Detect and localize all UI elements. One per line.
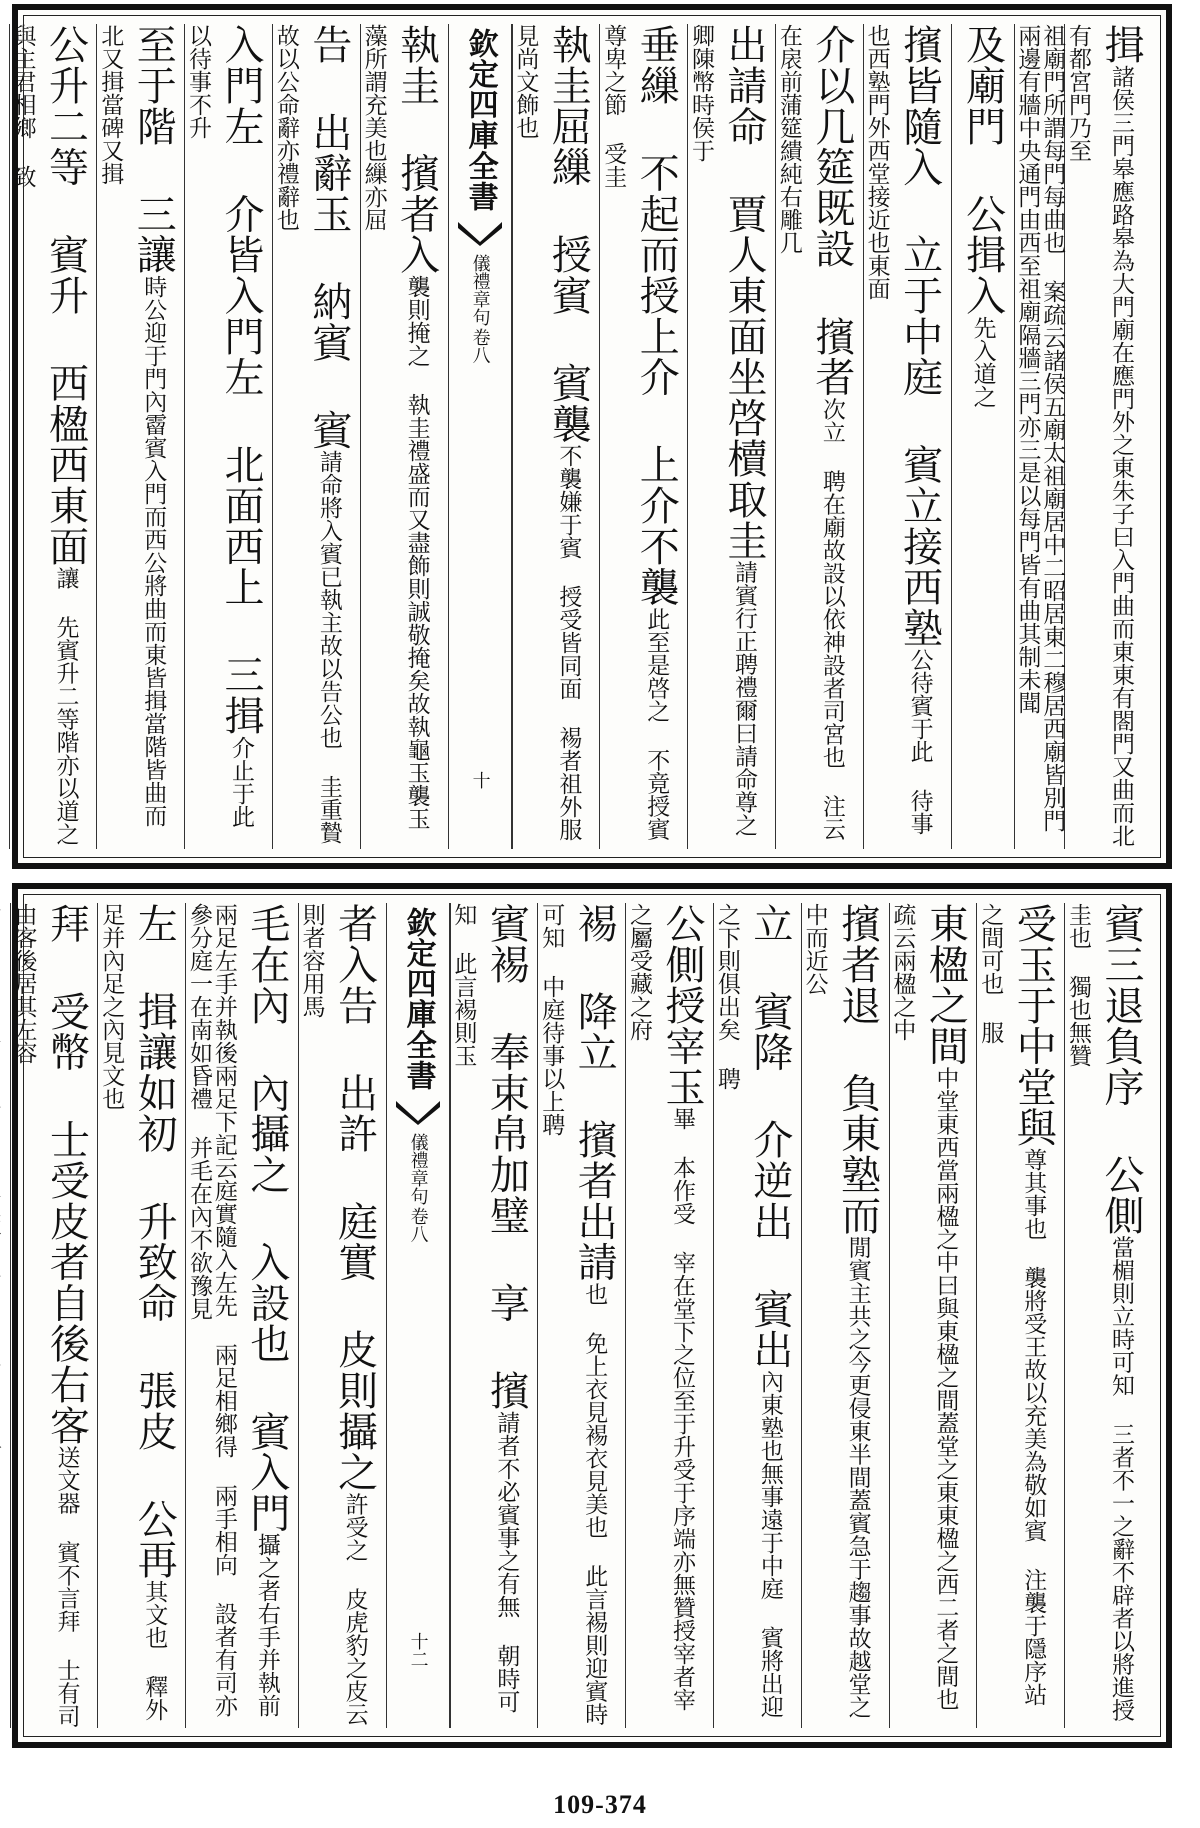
top-page-text-column: [96, 24, 184, 849]
top-page-text-column: [1064, 24, 1152, 849]
top-page-text-column: [599, 24, 687, 849]
top-page-annotation-text: 襲則掩之 執圭禮盛而又盡飾則誠敬掩矣故執龜玉襲玉藻所謂充美也繅亦屈: [360, 24, 430, 830]
top-page-main-text: 公升二等 賓升 西楹西東面: [42, 24, 89, 567]
top-page-text-column: [951, 24, 1014, 849]
top-page-text-column: [9, 24, 97, 849]
bottom-page-annotation-text: 請者不必賓事之有無 朝時可知 此言裼則玉: [450, 903, 520, 1713]
bottom-page-folio-number: 十二: [407, 1632, 429, 1668]
top-page-chapter-name: 儀禮章句: [469, 253, 491, 326]
top-page-annotation-text: 此至是啓之 不竟授賓尊卑之節 受圭: [600, 24, 670, 841]
top-page-text-column: [1014, 24, 1065, 849]
bottom-page-main-text: 受玉于中堂與: [1010, 903, 1057, 1148]
bottom-page-annotation-text: 攝之者右手并執前兩足左手并執後兩足下記云庭實隨入左先 兩足相鄉得 兩手相向 設者有司亦參分庭一在南如昏禮 并毛在內不欲豫見: [186, 903, 280, 1717]
top-page-annotation-text: 諸侯三門皋應路皋為大門廟在應門外之東朱子曰入門曲而東東有閤門又曲而北有都宮門乃至: [1065, 24, 1134, 847]
bottom-page-text-column: [713, 903, 801, 1728]
top-page-text-column: [863, 24, 951, 849]
top-page-main-text: 及廟門 公揖入: [959, 24, 1006, 316]
top-page-annotation-text: 公待賓于此 待事也西塾門外西堂接近也東面: [863, 24, 933, 835]
top-page-frame: [9, 4, 1172, 869]
bottom-page-main-text: 擯者退 負東塾而: [834, 903, 881, 1236]
bottom-page-text-column: [537, 903, 625, 1728]
top-page-main-text: 垂繅 不起而授上介 上介不襲: [633, 24, 680, 608]
top-page-main-text: 至于階 三讓: [130, 24, 177, 275]
bottom-page-main-text: 公側授宰玉: [659, 903, 706, 1107]
top-page-text-column: [512, 24, 600, 849]
bottom-page-main-text: 毛在內 內攝之 入設也 賓入門: [243, 903, 290, 1533]
bottom-page-annotation-text: 畢 本作受 宰在堂下之位至于升受于序端亦無贊授宰者宰之屬受藏之府: [626, 903, 696, 1711]
bottom-page-text-column: [298, 903, 386, 1728]
bottom-page-annotation-text: 其文也 釋外足并內足之內見文也: [98, 903, 168, 1721]
top-page-main-text: 出請命 賈人東面坐啓櫝取圭: [721, 24, 768, 561]
bottom-page-columns: [10, 903, 1152, 1728]
bottom-page-text-column: [185, 903, 298, 1728]
bottom-page-annotation-text: 送文器 賓不言拜 士有司由客後居其左容: [10, 903, 80, 1728]
bottom-page-frame: [12, 883, 1172, 1748]
bottom-page-text-column: [10, 903, 98, 1728]
page-number: 109-374: [553, 1790, 647, 1819]
top-page-folio-number: 十: [469, 771, 491, 789]
bottom-page-annotation-text: 內東塾也無事遠于中庭 賓將出迎之下則俱出矣 聘: [713, 903, 783, 1718]
bottom-page-volume-number: 卷八: [407, 1206, 429, 1243]
bottom-page-fishtail-icon: [394, 1099, 442, 1125]
top-page-fold-column: [448, 24, 512, 849]
bottom-page-text-column: [450, 903, 538, 1728]
top-page-annotation-text: 讓 先賓升二等階亦以道之 與主君相鄉 致: [9, 24, 79, 846]
top-page-annotation-text: 時公迎于門內霤賓入門而西公將曲而東皆揖當階皆曲而北又揖當碑又揖: [97, 24, 167, 827]
top-page-text-column: [272, 24, 360, 849]
top-page-annotation-text: 先入道之: [969, 315, 996, 408]
bottom-page-annotation-text: 中堂東西當兩楹之中曰與東楹之間蓋堂之東東楹之西二者之間也疏云兩楹之中: [889, 903, 959, 1711]
top-page-main-text: 入門左 介皆入門左 北面西上 三揖: [218, 24, 265, 736]
top-page-annotation-text: 次立 聘在廟故設以依神設者司宮也 注云在扆前蒲筵繢純右雕几: [775, 24, 845, 841]
bottom-page-text-column: [889, 903, 977, 1728]
bottom-page-chapter-name: 儀禮章句: [407, 1132, 429, 1205]
top-page-text-column: [0, 24, 9, 849]
bottom-page-fold-column: [386, 903, 450, 1728]
bottom-page-main-text: 賓裼 奉束帛加璧 享 擯: [483, 903, 530, 1411]
bottom-page-text-column: [97, 903, 185, 1728]
bottom-page-main-text: 立 賓降 介逆出 賓出: [746, 903, 793, 1370]
top-page-book-title: 欽定四庫全書: [462, 28, 498, 212]
bottom-page-main-text: [0, 903, 2, 1451]
top-page-text-column: [360, 24, 448, 849]
top-page-columns: [9, 24, 1152, 849]
top-page-main-text: 執圭 擯者入: [393, 24, 440, 275]
bottom-page-main-text: 賓三退負序 公側: [1098, 903, 1144, 1236]
top-page-text-column: [775, 24, 863, 849]
bottom-page-annotation-text: 尊其事也 襲將受王故以充美為敬如賓 注襲于隱序站之間可也 服: [977, 903, 1047, 1706]
top-page-main-text: 執圭屈繅 授賓 賓襲: [545, 24, 592, 444]
bottom-page-book-title: 欽定四庫全書: [400, 907, 436, 1091]
bottom-page-main-text: 左 揖讓如初 升致命 張皮 公再: [131, 903, 178, 1580]
top-page-text-column: [687, 24, 775, 849]
bottom-page-text-column: [976, 903, 1064, 1728]
top-page-volume-number: 卷八: [469, 327, 491, 364]
bottom-page-main-text: 東楹之間: [922, 903, 969, 1067]
top-page-fishtail-icon: [456, 220, 504, 246]
bottom-page-annotation-text: 閒賓主共之今更侵東半間蓋賓急于趨事故越堂之中而近公: [801, 903, 871, 1719]
top-page-main-text: 擯皆隨入 立于中庭 賓立接西塾: [896, 24, 943, 648]
bottom-page-main-text: 者入告 出許 庭實 皮則攝之: [331, 903, 378, 1493]
top-page-main-text: 介以几筵既設 擯者: [808, 24, 855, 398]
top-page-annotation-text: 介止于此以待事不升: [185, 24, 255, 828]
top-page-annotation-text: 不襲嫌于賓 授受皆同面 裼者祖外服見尚文飾也: [512, 24, 582, 841]
bottom-page-text-column: [801, 903, 889, 1728]
bottom-page-main-text: 拜 受幣 士受皮者自後右客: [43, 903, 90, 1446]
top-page-main-text: [0, 24, 1, 397]
bottom-page-text-column: [1064, 903, 1152, 1728]
top-page-text-column: [184, 24, 272, 849]
bottom-page-annotation-text: 許受之 皮虎豹之皮云則者容用馬: [298, 903, 368, 1726]
bottom-page-annotation-text: 也 免上衣見裼衣見美也 此言裼則迎賓時可知 中庭待事以上聘: [538, 903, 608, 1726]
top-page-annotation-text: 請命將入賓已執主故以告公也 圭重贄故以公命辭亦禮辭也: [272, 24, 342, 844]
bottom-page-text-column: [0, 903, 10, 1728]
top-page-main-text: 揖: [1098, 24, 1144, 65]
top-page-annotation-text: 祖廟門所謂每門每曲也 案疏云諸侯五廟太祖廟居中二昭居東二穆居西廟皆別門兩邊有牆中央通門由西至祖廟隔牆三門亦三是以每門皆有曲其制未聞: [1014, 24, 1066, 832]
top-page-main-text: 告 出辭玉 納賓 賓: [305, 24, 352, 450]
bottom-page-text-column: [625, 903, 713, 1728]
bottom-page-main-text: 裼 降立 擯者出請: [571, 903, 618, 1283]
top-page-annotation-text: 請賓行正聘禮爾曰請命尊之 卿陳幣時侯于: [688, 24, 758, 837]
bottom-page-annotation-text: 當楣則立時可知 三者不一之辭不辟者以將進授圭也 獨也無贊: [1065, 903, 1134, 1722]
